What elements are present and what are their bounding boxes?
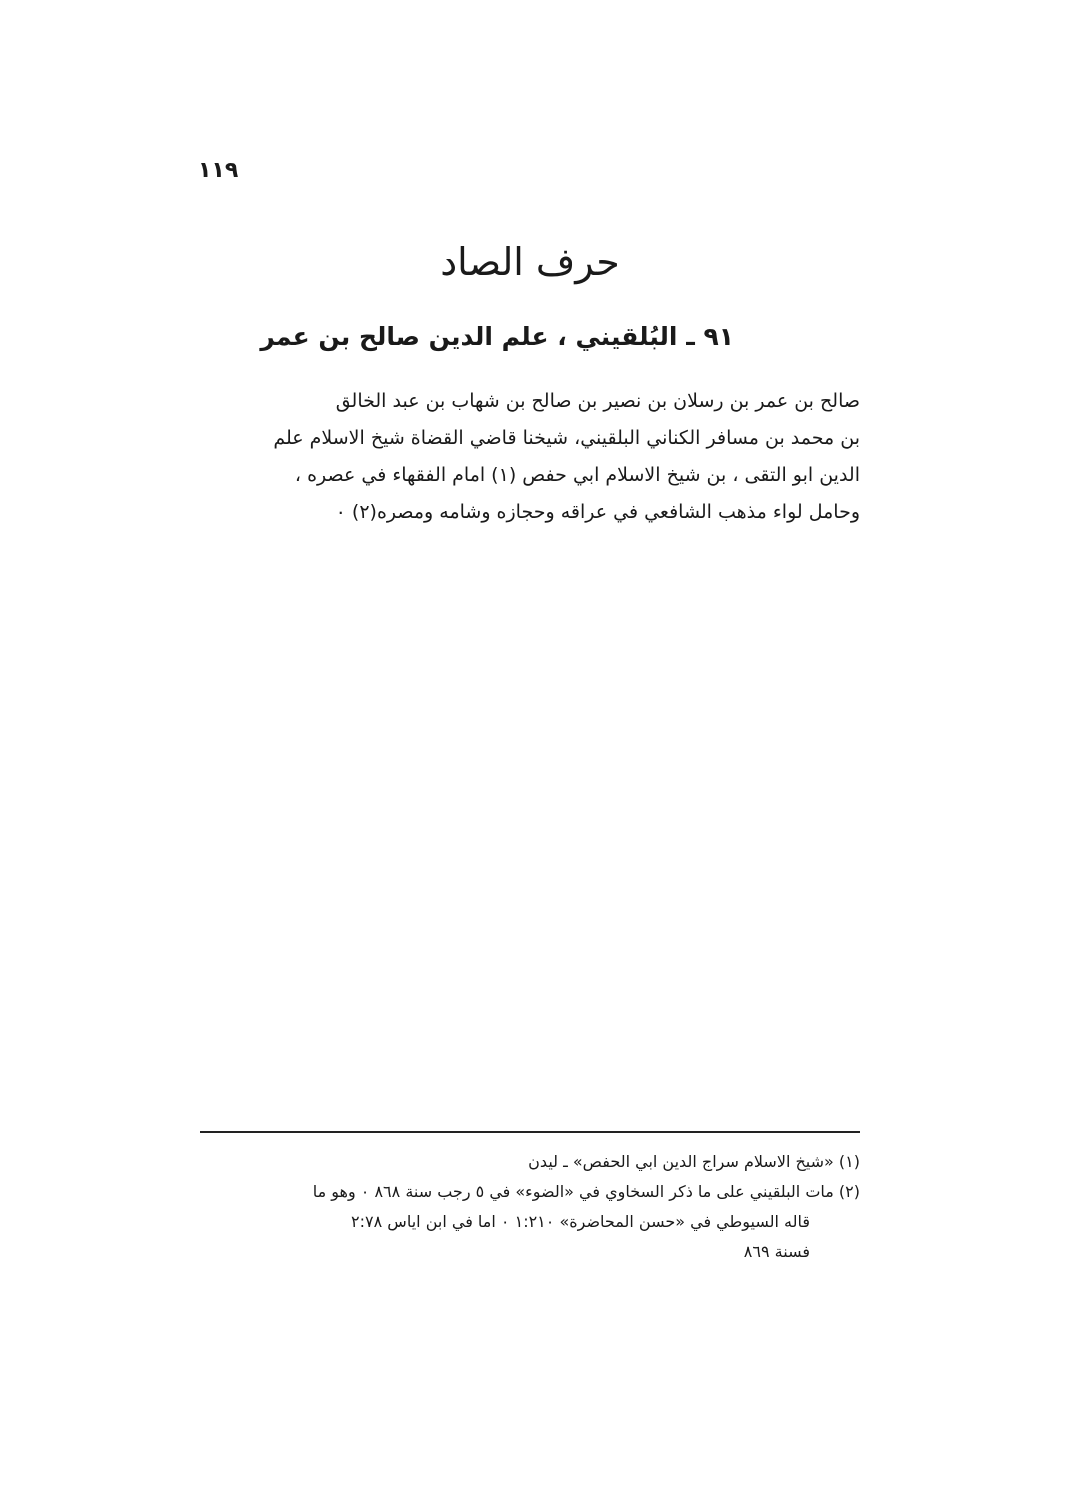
body-paragraph [205,383,860,531]
footnote-line: (١) «شيخ الاسلام سراج الدين ابي الحفص» ـ ليدن [528,1152,860,1171]
footnote-line: قاله السيوطي في «حسن المحاضرة» ١:٢١٠ ٠ اما في ابن اياس ٢:٧٨ [351,1212,810,1231]
footnotes [200,1147,860,1267]
footnote-line: فسنة ٨٦٩ [743,1242,810,1261]
entry-heading: ٩١ ـ البُلقيني ، علم الدين صالح بن عمر [260,322,734,351]
page-number: ١١٩ [198,158,239,183]
footnote-divider [200,1131,860,1133]
footnote-line: (٢) مات البلقيني على ما ذكر السخاوي في «الضوء» في ٥ رجب سنة ٨٦٨ ٠ وهو ما [312,1182,860,1201]
body-line: صالح بن عمر بن رسلان بن نصير بن صالح بن شهاب بن عبد الخالق [335,390,860,412]
chapter-title: حرف الصاد [440,240,620,284]
body-line: الدين ابو التقى ، بن شيخ الاسلام ابي حفص (١) امام الفقهاء في عصره ، [294,464,860,486]
body-line: بن محمد بن مسافر الكناني البلقيني، شيخنا قاضي القضاة شيخ الاسلام علم [273,427,860,449]
body-line: وحامل لواء مذهب الشافعي في عراقه وحجازه وشامه ومصره(٢) ٠ [335,501,860,523]
